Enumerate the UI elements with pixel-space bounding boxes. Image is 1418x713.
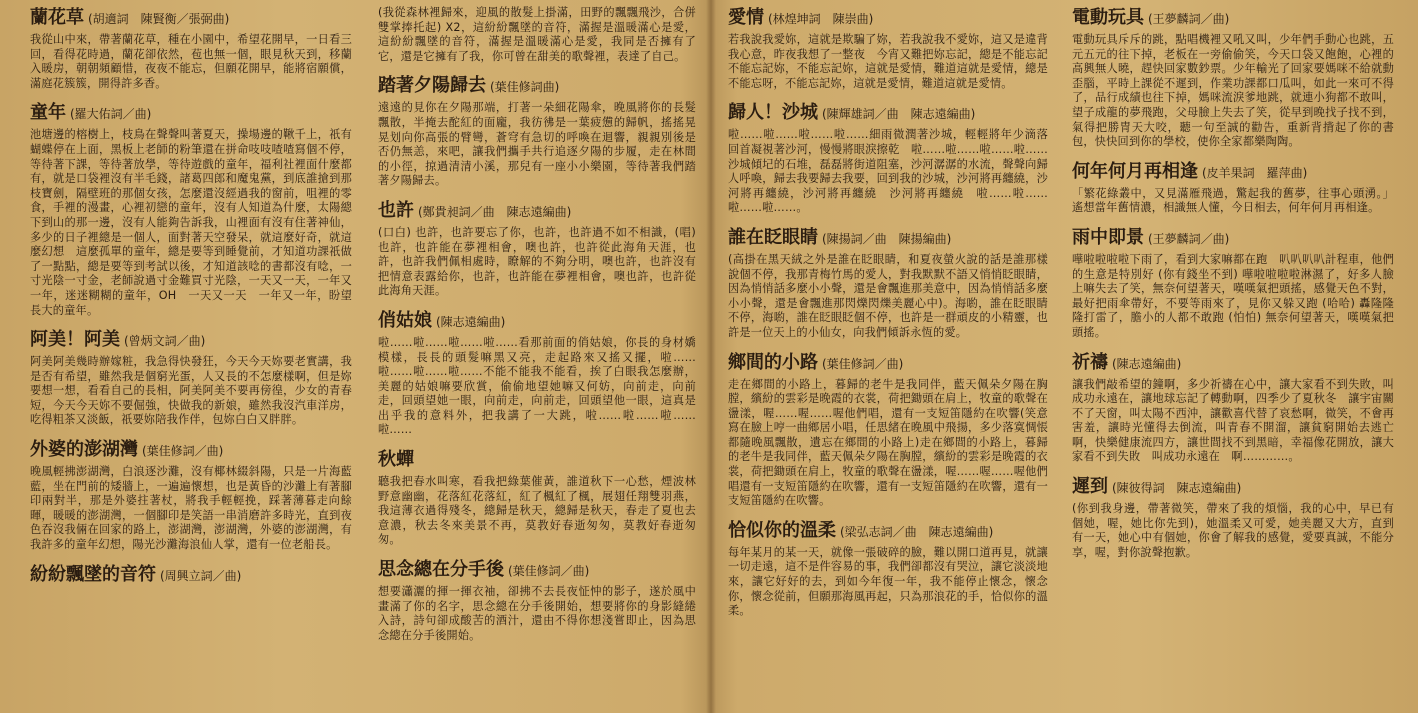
song-qiao-gu-niang	[378, 309, 696, 438]
song-credit: (羅大佑詞／曲)	[70, 107, 152, 122]
song-credit: (葉佳修詞／曲)	[508, 564, 590, 579]
song-tong-nian	[30, 101, 352, 318]
song-he-nian	[1072, 160, 1394, 216]
song-title: 歸人！沙城	[728, 102, 818, 124]
song-lyrics: 每年某月的某一天，就像一張破碎的臉，難以開口道再見，就讓一切走遠，這不是件容易的事，我們卻都沒有哭泣，讓它淡淡地來，讓它好好的去，到如今年復一年，我不能停止懷念，懷念你，懷念從前，但願那海風再起，只為那浪花的手，恰似你的溫柔。	[728, 545, 1048, 618]
song-credit: (陳志遠編曲)	[1112, 356, 1182, 371]
song-lyrics: (高掛在黑天絨之外是誰在眨眼睛，和夏夜螢火說的話是誰那樣說個不停，我那青梅竹馬的愛人，對我默默不語又悄悄眨眼睛，因為悄悄話多麼小小聲，還是會飄進那美意中，因為悄悄話多麼小小聲，還是會飄進那閃爍閃爍美麗心中)。海喲，誰在眨眼睛不停，海喲，誰在眨眼眨個不停，也許是一群頑皮的小精靈，也許是一位天上的小仙女，向我們傾訴永恆的愛。	[728, 252, 1048, 339]
song-lyrics: 遠遠的見你在夕陽那端，打著一朵細花陽傘，晚風將你的長髮飄散，半掩去酡紅的面龐，我彷彿是一葉疲憊的歸帆，搖搖晃晃划向你高張的臂彎，蒼穹有急切的呼喚在迴響，親親別後是否仍無恙，來吧，讓我們攜手共行追逐夕陽的步履，走在林間的小徑，掠過清清小溪，那兒有一座小小樂園，等待著我們踏著夕陽歸去。	[378, 101, 696, 188]
song-credit: (王夢麟詞／曲)	[1148, 12, 1230, 26]
song-lyrics: 阿美阿美幾時辦嫁粧，我急得快發狂，今天今天妳要老實講，我是否有希望，雖然我是個窮光蛋，人又長的不怎麼樣啊，但是妳要想一想，看看自己的長相，阿美阿美不要再傍徨，少女的青春短，今天今天妳不要倔強，快做我的新娘，雖然我沒汽車洋房，吃得粗茶又淡飯，祇要妳陪我作伴，包妳白白又胖胖。	[30, 355, 352, 427]
song-credit: (陳彼得詞 陳志遠編曲)	[1112, 481, 1242, 496]
column-1	[30, 6, 352, 706]
song-title: 鄉間的小路	[728, 351, 818, 373]
song-lyrics: 啦……啦……啦……啦……看那前面的俏姑娘，你長的身材嬌模樣，長長的頭髮嘛黑又亮，走起路來又搖又擺，啦……啦……啦……啦……不能不能我不能看，挨了白眼我怎麼辦，美麗的姑娘嘛要欣賞，偷偷地望她嘛又何妨，向前走，向前走，回頭望她一眼，向前走，向前走，回頭望他一眼，這真是出乎我的意料外，把我講了一大跳，啦……啦……啦……啦……	[378, 335, 696, 437]
song-lyrics: 走在鄉間的小路上，暮歸的老牛是我同伴，藍天佩朵夕陽在胸膛，繽紛的雲彩是晚霞的衣裳，荷把鋤頭在肩上，牧童的歌聲在盪漾，喔……喔……喔他們唱，還有一支短笛隱約在吹響(笑意寫在臉上哼一曲鄉居小唱，任思緒在晚風中飛揚，多少落寞惆悵都隨晚風飄散，遺忘在鄉間的小路上)走在鄉間的小路上，暮歸的老牛是我同伴，藍天佩朵夕陽在胸膛，繽紛的雲彩是晚霞的衣裳，荷把鋤頭在肩上，牧童的歌聲在盪漾，喔……喔……喔他們唱還有一支短笛隱約在吹響，還有一支短笛隱約在吹響，還有一支短笛隱約在吹響。	[728, 377, 1048, 508]
song-title: 秋蟬	[378, 449, 414, 471]
song-lyrics: 電動玩具斥斥的跳，點唱機裡又吼又叫，少年們手動心也跳，五元五元的往下掉，老板在一旁偷偷笑，今天口袋又飽飽，心裡的高興無人曉，趕快回家數鈔票。少年輸光了回家要媽咪不給就動歪腦，平時上課從不遲到，作業功課都口瓜叫，如此一來可不得了，品行成績也往下掉，媽咪流淚爹地跳，就連小狗都不敢叫，望子成龍的夢飛跑，父母臉上失去了笑，從早到晚找子找不到，氣得把勝冑天大咬，聽一句至誠的勸告，重新背揹起了你的書包，快快回到你的學校，使你全家都樂陶陶。	[1072, 33, 1394, 149]
song-credit: (陳揚詞／曲 陳揚編曲)	[822, 231, 952, 246]
column-2	[378, 6, 696, 706]
song-qia-si	[728, 519, 1048, 619]
song-credit: (曾炳文詞／曲)	[124, 334, 206, 349]
song-fen-fen-title	[30, 563, 352, 588]
song-credit: (王夢麟詞／曲)	[1148, 231, 1230, 246]
song-lyrics: 啦……啦……啦……啦……細雨微潤著沙城，輕輕將年少滴落 回首凝視著沙河，慢慢將眼淚擦乾 啦……啦……啦……啦……沙城傾圮的石堆，磊磊將街道阻塞，沙河潺潺的水流，聲聲向歸人呼喚，歸去我要歸去我要，回到我的沙城，沙河將再纏繞，沙河將再纏繞，沙河將再纏繞 沙河將再纏繞 啦……啦……啦……啦……。	[728, 128, 1060, 215]
song-lyrics: (我從森林裡歸來，迎風的散髮上掛滿，田野的飄飄飛沙，合併雙掌捧托起) X2，這紛紛飄墜的音符，滿握是溫暖滿心是愛，這紛紛飄墜的音符，滿握是溫暖滿心是愛，我同是否擁有了它，還是它擁有了我，你可曾在甜美的歌聲裡，表達了自己。	[378, 6, 696, 63]
song-title: 恰似你的溫柔	[728, 519, 836, 541]
song-qiu-chan	[378, 448, 696, 548]
song-gui-ren	[728, 101, 1060, 216]
song-credit: (皮羊果詞 羅萍曲)	[1202, 165, 1308, 180]
song-title: 電動玩具	[1072, 7, 1144, 28]
song-qi-dao	[1072, 351, 1394, 466]
song-title: 何年何月再相逢	[1072, 160, 1198, 182]
song-credit: (陳輝雄詞／曲 陳志遠編曲)	[822, 107, 976, 122]
song-title: 外婆的澎湖灣	[30, 439, 138, 461]
song-title: 雨中即景	[1072, 226, 1144, 248]
song-yu-zhong	[1072, 226, 1394, 341]
song-lyrics: 嘩啦啦啦啦下雨了，看到大家嘛都在跑 叭叭叭叭計程車，他們的生意是特別好 (你有錢坐不到) 嘩啦啦啦啦淋濕了，好多人臉上嘛失去了笑，無奈何望著天，嘆嘆氣把頭搖，感覺天色不對，最好把雨傘帶好，不要等雨來了，見你又躲又跑 (哈哈) 轟隆隆隆打雷了，膽小的人都不敢跑 (怕怕) 無奈何望著天，嘆嘆氣把頭搖。	[1072, 252, 1394, 339]
song-title: 紛紛飄墜的音符	[30, 563, 156, 585]
song-title: 遲到	[1072, 476, 1108, 498]
song-title: 阿美！阿美	[30, 329, 120, 351]
song-title: 蘭花草	[30, 7, 84, 28]
song-credit: (林煌坤詞 陳崇曲)	[768, 12, 874, 26]
song-lyrics: (你到我身邊，帶著微笑，帶來了我的煩惱，我的心中，早已有個她，喔，她比你先到)，她溫柔又可愛，她美麗又大方，直到有一天，她心中有個她，你會了解我的感覺，愛要真誠，不能分享，喔，對你說聲抱歉。	[1072, 502, 1394, 559]
song-credit: (梁弘志詞／曲 陳志遠編曲)	[840, 524, 994, 539]
song-title: 踏著夕陽歸去	[378, 75, 486, 97]
song-wai-po	[30, 438, 352, 553]
song-credit: (葉佳修詞／曲)	[142, 444, 224, 459]
song-lyrics: 聽我把春水叫寒，看我把綠葉催黃，誰道秋下一心愁，煙波林野意幽幽，花落紅花落紅，紅了楓紅了楓，展翅任翔雙羽燕，我這薄衣過得殘冬，總歸是秋天，總歸是秋天，春走了夏也去意濃，秋去冬來美景不再，莫教好春逝匆匆，莫教好春逝匆匆。	[378, 475, 696, 547]
song-lyrics: 我從山中來，帶著蘭花草，種在小園中，希望花開早，一日看三回，看得花時過，蘭花卻依然，苞也無一個，眼見秋天到，移蘭入暖房，朝朝頻顧惜，夜夜不能忘，但願花開早，能將宿願償，滿庭花簇簇，開得許多香。	[30, 33, 352, 90]
song-credit: (周興立詞／曲)	[160, 568, 242, 583]
song-xi-yang	[378, 74, 696, 189]
song-ai-qing	[728, 6, 1048, 91]
song-title: 也許	[378, 199, 414, 221]
song-lyrics: 想要瀟灑的揮一揮衣袖，卻拂不去長夜怔忡的影子，遂於風中畫滿了你的名字，思念總在分手後開始，想要將你的身影縫綣入詩，詩句卻成酸苦的酒汁，還由不得你想淺嘗即止，因為思念總在分手後開始。	[378, 585, 696, 642]
song-title: 誰在眨眼睛	[728, 226, 818, 248]
booklet-fold	[706, 0, 716, 713]
song-credit: (胡適詞 陳賢衡／張弼曲)	[88, 12, 230, 26]
song-xiang-jian	[728, 351, 1048, 509]
column-4	[1072, 6, 1394, 706]
song-title: 思念總在分手後	[378, 559, 504, 581]
song-lyrics: (口白) 也許，也許要忘了你，也許，也許過不如不相識，(唱) 也許，也許能在夢裡相會，噢也許，也許從此海角天涯，也許，也許我們佩相處時，瞭解的不夠分明，噢也許，也許沒有把情意表露給你，也許，也許能在夢裡相會，噢也許，也許從此海角天涯。	[378, 225, 696, 298]
song-lyrics: 若我說我愛妳，這就是欺騙了妳，若我說我不愛妳，這又是違背我心意，昨夜我想了一整夜 今宵又難把妳忘記，總是不能忘記不能忘記妳，不能忘記妳，這就是愛情，難道這就是愛情，總是不能忘呀，不能忘記妳，這就是愛情，難道這就是愛情。	[728, 33, 1048, 90]
song-dian-dong	[1072, 6, 1394, 150]
song-lyrics: 「繁花綠叢中，又見滿雁飛過，驚起我的舊夢，往事心頭湧。」遙想當年舊情濃，相識無人懂，今日相去，何年何月再相逢。	[1072, 186, 1394, 215]
song-a-mei	[30, 328, 352, 428]
song-lyrics: 池塘邊的榕樹上，枝鳥在聲聲叫著夏天，操場邊的鞦千上，祇有蝴蝶停在上面，黑板上老師的粉筆還在拼命吱吱喳喳寫個不停，等待著下課，等待著放學，等待遊戲的童年，福利社裡面什麼都有，就是口袋裡沒有半毛錢，諸葛四郎和魔鬼黨，到底誰搶到那枝寶劍，隔壁班的那個女孩，怎麼還沒經過我的窗前，咀裡的零食，手裡的漫畫，心裡初戀的童年，沒有人知道為什麼，太陽總下到山的那一邊，沒有人能夠告訴我，山裡面有沒有住著神仙，多少的日子裡總是一個人，面對著天空發呆，就這麼好奇，就這麼幻想 這麼孤單的童年，總是要等到睡覺前，才知道功課祇做了一點點，總是要等到考試以後，才知道該唸的書都沒有唸，一寸光陰一寸金，老師說過寸金難買寸光陰，一天又一天，一年又一年，迷迷糊糊的童年，OH 一天又一天 一年又一年，盼望長大的童年。	[30, 128, 352, 317]
song-credit: (葉佳修詞／曲)	[822, 356, 904, 371]
song-chi-dao	[1072, 475, 1394, 560]
song-title: 愛情	[728, 7, 764, 28]
song-credit: (葉佳修詞曲)	[490, 80, 560, 95]
song-title: 童年	[30, 102, 66, 124]
column-3	[728, 6, 1060, 706]
song-credit: (鄭貴昶詞／曲 陳志遠編曲)	[418, 204, 572, 219]
song-title: 俏姑娘	[378, 309, 432, 331]
song-credit: (陳志遠編曲)	[436, 314, 506, 329]
song-fen-fen-lyrics	[378, 6, 696, 64]
song-si-nian	[378, 558, 696, 643]
song-lyrics: 讓我們敲希望的鐘啊，多少祈禱在心中，讓大家看不到失敗，叫成功永遠在，讓地球忘記了轉動啊，四季少了夏秋冬 讓宇宙關不了天窗，叫太陽不西沖，讓歡喜代替了哀愁啊，微笑，不會再害羞，讓時光懂得去倒流，叫青春不開溜，讓貧窮開始去逃亡啊，快樂健康流四方，讓世間找不到黑暗，幸福像花開放，讓大家看不到失敗 叫成功永遠在 啊…………。	[1072, 377, 1394, 464]
song-ye-xu	[378, 199, 696, 299]
song-lyrics: 晚風輕拂澎湖灣，白浪逐沙灘，沒有椰林綴斜陽，只是一片海藍藍，坐在門前的矮牆上，一遍遍懷想，也是黃昏的沙灘上有著腳印兩對半，那是外婆拄著杖，將我手輕輕挽，踩著薄暮走向餘暉，暖暖的澎湖灣，一個腳印是笑語一串消磨許多時光，直到夜色吞沒我倆在回家的路上，澎湖灣，澎湖灣，外婆的澎湖灣，有我許多的童年幻想，陽光沙灘海浪仙人掌，還有一位老船長。	[30, 465, 352, 552]
song-lan-hua-cao	[30, 6, 352, 91]
song-shui-zai	[728, 226, 1048, 341]
song-title: 祈禱	[1072, 351, 1108, 373]
